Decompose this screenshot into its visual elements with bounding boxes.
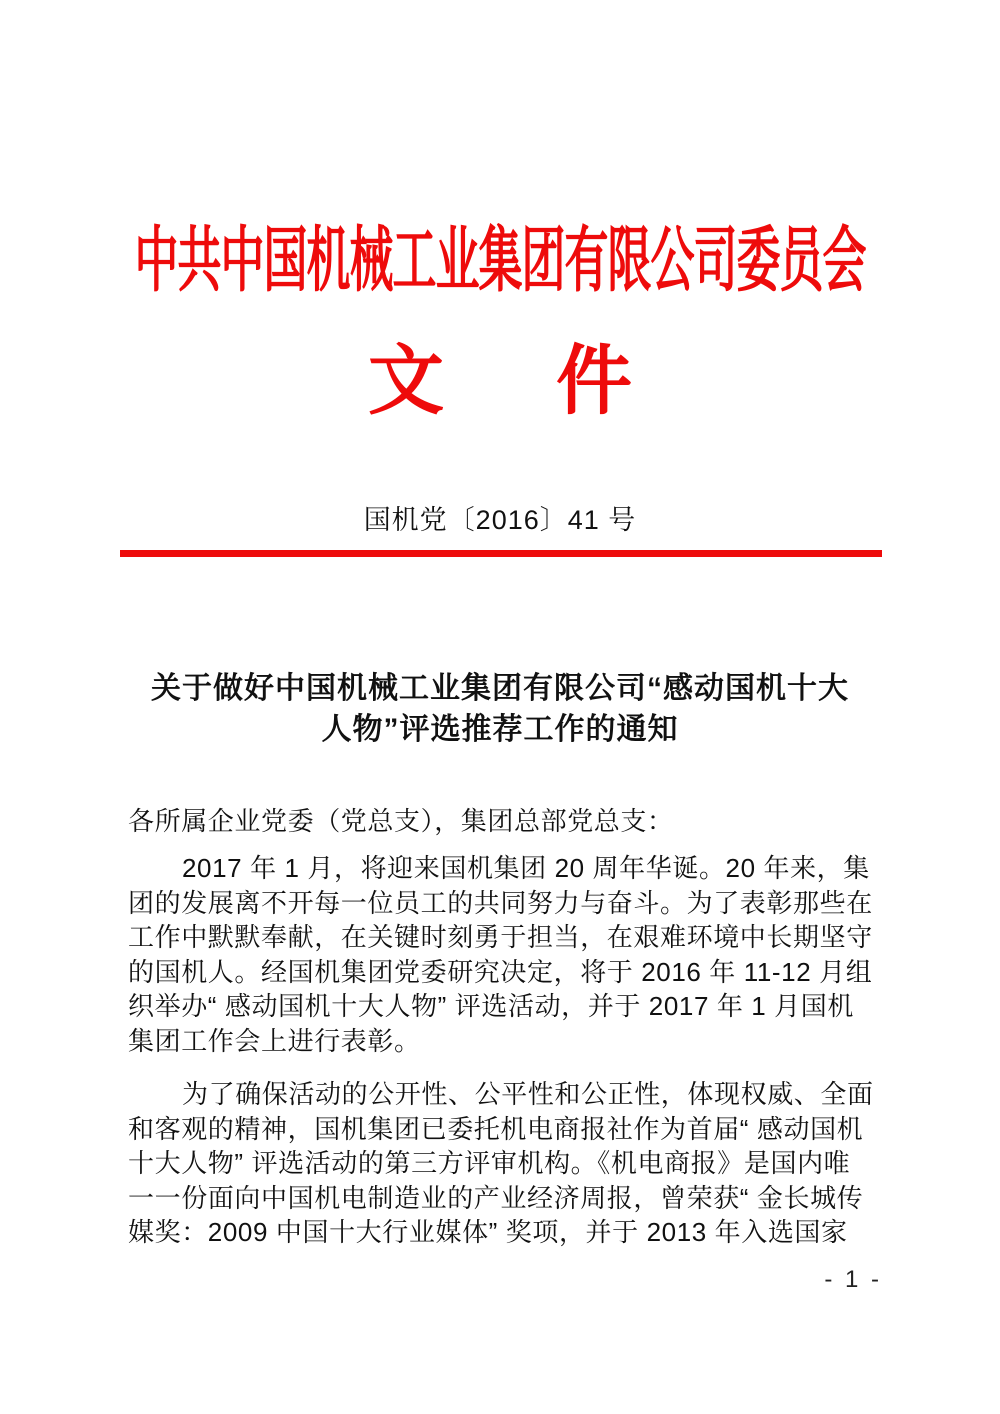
- body-line: 工作中默默奉献，在关键时刻勇于担当，在艰难环境中长期坚守: [128, 922, 873, 952]
- red-divider-rule: [120, 550, 882, 557]
- letterhead-doc-word: [0, 340, 1000, 424]
- body-line: 十大人物” 评选活动的第三方评审机构。《机电商报》是国内唯: [128, 1148, 851, 1178]
- body-line: 为了确保活动的公开性、公平性和公正性，体现权威、全面: [182, 1079, 874, 1109]
- letterhead-org-title: 中共中国机械工业集团有限公司委员会: [134, 221, 866, 301]
- body-line: 团的发展离不开每一位员工的共同努力与奋斗。为了表彰那些在: [128, 887, 873, 918]
- notice-title: [0, 668, 1000, 750]
- body-line: 集团工作会上进行表彰。: [128, 1025, 421, 1056]
- body-line: 的国机人。经国机集团党委研究决定，将于 2016 年 11-12 月组: [128, 956, 873, 987]
- body-line: 媒奖：2009 中国十大行业媒体” 奖项，并于 2013 年入选国家: [128, 1217, 848, 1247]
- notice-title-line-1: 关于做好中国机械工业集团有限公司“感动国机十大: [151, 672, 849, 705]
- doc-word-char-jian: 件: [556, 340, 632, 424]
- body-paragraph-1: [128, 851, 884, 1058]
- page-number: - 1 -: [824, 1266, 882, 1293]
- body-line: 织举办“ 感动国机十大人物” 评选活动，并于 2017 年 1 月国机: [128, 991, 854, 1021]
- notice-title-line-2: 人物”评选推荐工作的通知: [321, 713, 679, 746]
- body-line: 2017 年 1 月，将迎来国机集团 20 周年华诞。20 年来，集: [182, 853, 870, 883]
- body-line: 一一份面向中国机电制造业的产业经济周报，曾荣获“ 金长城传: [128, 1182, 864, 1213]
- body-paragraph-2: [128, 1077, 884, 1250]
- document-reference-number: 国机党〔2016〕41 号: [363, 505, 637, 535]
- body-line: 和客观的精神，国机集团已委托机电商报社作为首届“ 感动国机: [128, 1113, 864, 1144]
- doc-word-char-wen: 文: [368, 340, 444, 424]
- salutation-line: 各所属企业党委（党总支），集团总部党总支：: [128, 806, 674, 836]
